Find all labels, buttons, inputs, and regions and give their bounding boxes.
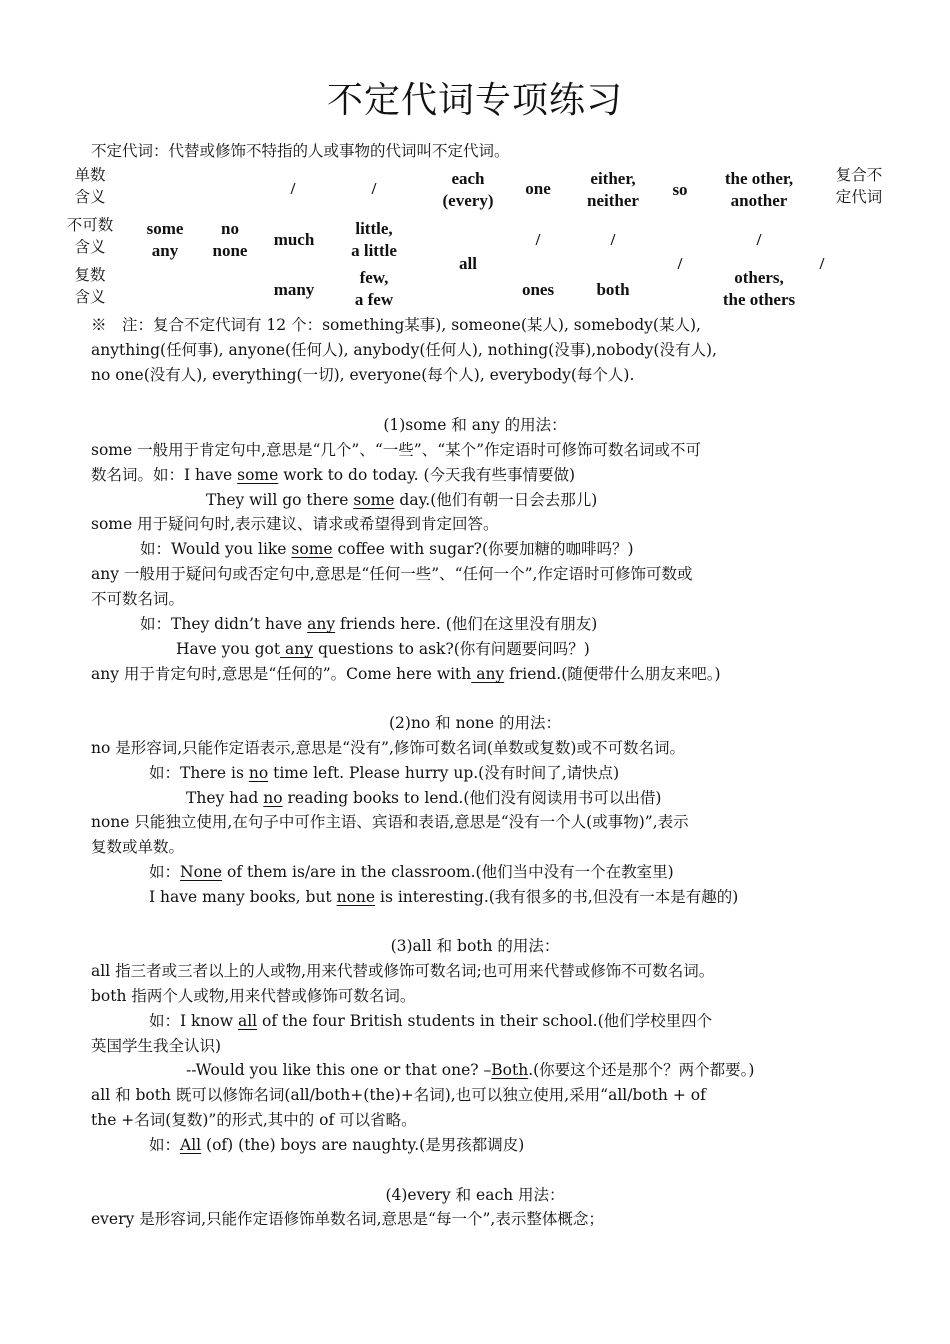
paragraph: some 一般用于肯定句中,意思是“几个”、“一些”、“某个”作定语时可修饰可数名词或不可 bbox=[91, 441, 702, 459]
example: 英国学生我全认识) bbox=[91, 1037, 222, 1055]
example: They will go there some day.(他们有朝一日会去那儿) bbox=[206, 491, 598, 509]
paragraph: any 一般用于疑问句或否定句中,意思是“任何一些”、“任何一个”,作定语时可修饰可数或 bbox=[91, 565, 693, 583]
example: 如：There is no time left. Please hurry up.(没有时间了,请快点) bbox=[149, 764, 620, 782]
paragraph: all 指三者或三者以上的人或物,用来代替或修饰可数名词;也可用来代替或修饰不可数名词。 bbox=[91, 962, 715, 980]
paragraph: 复数或单数。 bbox=[91, 838, 185, 856]
cell-all: all bbox=[459, 254, 477, 273]
paragraph: 数名词。如：I have some work to do today. (今天我有些事情要做) bbox=[91, 466, 576, 484]
definition-text: 不定代词：代替或修饰不特指的人或事物的代词叫不定代词。 bbox=[91, 142, 510, 160]
cell-slash: / bbox=[535, 230, 541, 249]
cell-some-any: some any bbox=[146, 219, 184, 260]
underlined-word: none bbox=[336, 888, 376, 906]
example: 如：They didn’t have any friends here. (他们在这里没有朋友) bbox=[140, 615, 598, 633]
cell-others: others, the others bbox=[722, 268, 796, 309]
cell-slash: / bbox=[610, 230, 616, 249]
paragraph: any 用于肯定句时,意思是“任何的”。Come here with any friend.(随便带什么朋友来吧。) bbox=[91, 665, 721, 683]
cell-many: many bbox=[273, 280, 315, 299]
cell-the-other-another: the other, another bbox=[724, 169, 794, 210]
note-line: ※ 注：复合不定代词有 12 个：something某事), someone(某人), somebody(某人), bbox=[91, 316, 701, 334]
row-label-plural: 复数 含义 bbox=[74, 266, 106, 306]
section-heading: (2)no 和 none 的用法： bbox=[388, 714, 562, 732]
cell-each-every: each (every) bbox=[442, 169, 494, 210]
underlined-word: any bbox=[307, 615, 336, 633]
underlined-word: any bbox=[471, 665, 505, 683]
underlined-word: None bbox=[180, 863, 223, 881]
example: I have many books, but none is interesting.(我有很多的书,但没有一本是有趣的) bbox=[149, 888, 739, 906]
underlined-word: some bbox=[353, 491, 395, 509]
example: 如：None of them is/are in the classroom.(他们当中没有一个在教室里) bbox=[149, 863, 674, 881]
cell-slash: / bbox=[677, 254, 683, 273]
cell-either-neither: either, neither bbox=[587, 169, 639, 210]
section-heading: (3)all 和 both 的用法： bbox=[390, 937, 560, 955]
underlined-word: all bbox=[237, 1012, 258, 1030]
cell-slash: / bbox=[290, 179, 296, 198]
underlined-word: no bbox=[263, 789, 283, 807]
example: 如：Would you like some coffee with sugar?(你要加糖的咖啡吗？) bbox=[140, 540, 634, 558]
cell-so: so bbox=[672, 180, 688, 199]
cell-few: few, a few bbox=[354, 268, 394, 309]
section-heading: (1)some 和 any 的用法： bbox=[383, 416, 567, 434]
row-label-singular: 单数 含义 bbox=[74, 166, 106, 206]
paragraph: both 指两个人或物,用来代替或修饰可数名词。 bbox=[91, 987, 416, 1005]
example: They had no reading books to lend.(他们没有阅读用书可以出借) bbox=[186, 789, 662, 807]
compound-label: 复合不 定代词 bbox=[835, 166, 883, 206]
underlined-word: no bbox=[248, 764, 269, 782]
row-label-uncountable: 不可数 含义 bbox=[66, 216, 114, 256]
cell-ones: ones bbox=[521, 280, 555, 299]
example: 如：All (of) (the) boys are naughty.(是男孩都调皮) bbox=[149, 1136, 525, 1154]
example: Have you got any questions to ask?(你有问题要问吗？) bbox=[176, 640, 590, 658]
cell-slash: / bbox=[371, 179, 377, 198]
example: --Would you like this one or that one? –Both.(你要这个还是那个？两个都要。) bbox=[186, 1061, 755, 1079]
note-line: no one(没有人), everything(一切), everyone(每个人), everybody(每个人). bbox=[91, 366, 635, 384]
cell-much: much bbox=[273, 230, 315, 249]
cell-slash: / bbox=[756, 230, 762, 249]
paragraph: every 是形容词,只能作定语修饰单数名词,意思是“每一个”,表示整体概念； bbox=[91, 1210, 604, 1228]
cell-slash: / bbox=[819, 254, 825, 273]
paragraph: the +名词(复数)”的形式,其中的 of 可以省略。 bbox=[91, 1111, 417, 1129]
cell-one: one bbox=[525, 179, 551, 198]
cell-both: both bbox=[596, 280, 630, 299]
cell-no-none: no none bbox=[212, 219, 248, 260]
paragraph: all 和 both 既可以修饰名词(all/both+(the)+名词),也可以独立使用,采用“all/both + of bbox=[91, 1086, 706, 1104]
paragraph: some 用于疑问句时,表示建议、请求或希望得到肯定回答。 bbox=[91, 515, 499, 533]
underlined-word: some bbox=[237, 466, 279, 484]
cell-little: little, a little bbox=[351, 219, 397, 260]
example: 如：I know all of the four British students in their school.(他们学校里四个 bbox=[149, 1012, 713, 1030]
underlined-word: All bbox=[180, 1136, 202, 1154]
underlined-word: any bbox=[280, 640, 314, 658]
note-line: anything(任何事), anyone(任何人), anybody(任何人), nothing(没事),nobody(没有人), bbox=[91, 341, 717, 359]
underlined-word: Both bbox=[491, 1061, 529, 1079]
paragraph: none 只能独立使用,在句子中可作主语、宾语和表语,意思是“没有一个人(或事物)”,表示 bbox=[91, 813, 689, 831]
underlined-word: some bbox=[291, 540, 333, 558]
paragraph: no 是形容词,只能作定语表示,意思是“没有”,修饰可数名词(单数或复数)或不可数名词。 bbox=[91, 739, 685, 757]
page-title: 不定代词专项练习 bbox=[326, 80, 623, 121]
section-heading: (4)every 和 each 用法： bbox=[385, 1186, 565, 1204]
paragraph: 不可数名词。 bbox=[91, 590, 185, 608]
